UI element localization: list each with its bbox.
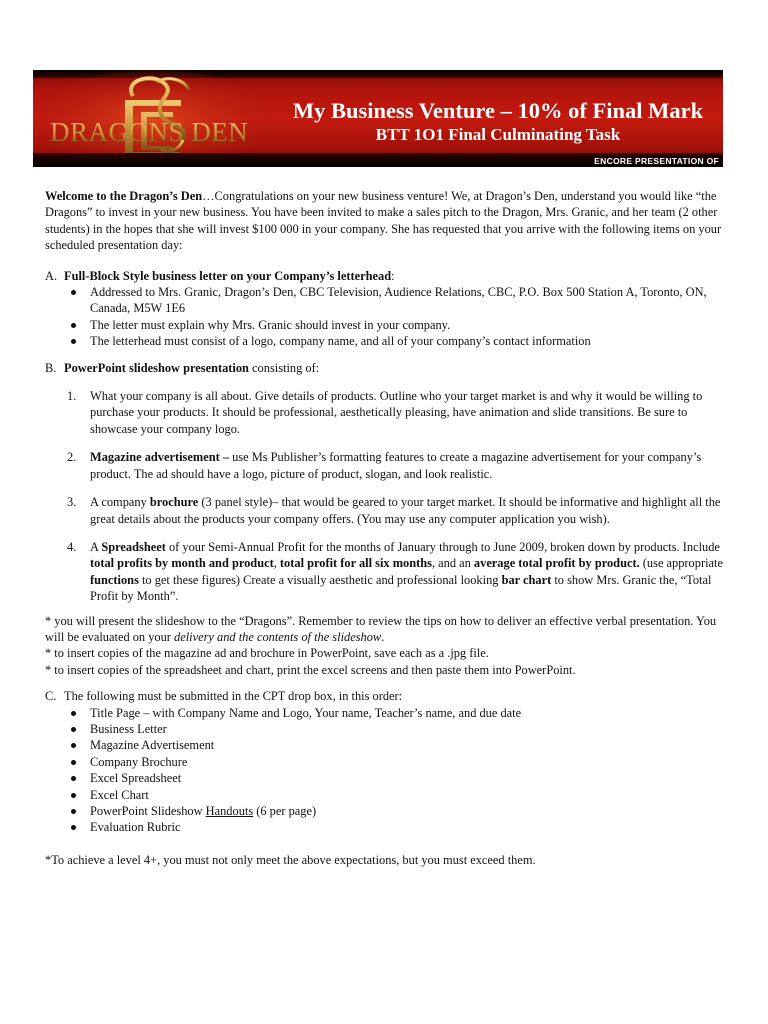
note-italic: delivery and the contents of the slideshow	[174, 629, 382, 644]
page-title: My Business Venture – 10% of Final Mark	[292, 98, 704, 123]
note-2: * to insert copies of the magazine ad and brochure in PowerPoint, save each as a .jpg file.	[45, 646, 489, 661]
section-c-title: The following must be submitted in the CPT drop box, in this order:	[64, 689, 403, 704]
section-b-letter: B.	[45, 360, 57, 375]
item-bold: total profits by month and product	[90, 556, 274, 571]
encore-label: ENCORE PRESENTATION OF	[594, 156, 719, 166]
section-b-list	[45, 388, 725, 604]
item-text: What your company is all about. Give details of products. Outline who your target market is and why it would be willing to purchase your products. It should be professional, aesthetically pleasing, have animation and slide transitions. Be sure to showcase your company logo.	[90, 389, 703, 436]
note-text: .	[381, 629, 385, 644]
item-bold: bar chart	[501, 572, 552, 587]
section-c-letter: C.	[45, 689, 57, 704]
list-item: Business Letter	[71, 721, 725, 737]
item-bold: Magazine advertisement –	[90, 450, 230, 465]
list-item	[71, 803, 725, 819]
item-bold: brochure	[149, 495, 199, 510]
section-c-heading	[45, 688, 725, 704]
section-c	[45, 688, 725, 836]
item-text: of your Semi-Annual Profit for the months of January through to June 2009, broken down by products. Include	[165, 539, 720, 554]
item-number: 1.	[67, 389, 77, 404]
item-number: 2.	[67, 450, 77, 465]
list-item: The letter must explain why Mrs. Granic should invest in your company.	[71, 317, 725, 333]
section-a	[45, 268, 725, 350]
section-a-suffix: :	[391, 268, 395, 283]
note-1	[45, 613, 725, 646]
document-body	[45, 188, 725, 868]
section-b-title: PowerPoint slideshow presentation	[64, 360, 249, 375]
section-b-heading	[45, 360, 725, 376]
item-text: (use appropriate	[639, 556, 723, 571]
item-text: to show Mrs. Granic the, “Total Profit by Month”.	[90, 572, 712, 604]
section-c-list	[45, 705, 725, 836]
section-a-letter: A.	[45, 268, 58, 283]
list-item	[67, 539, 725, 605]
note-text: * you will present the slideshow to the “Dragons”. Remember to review the tips on how to deliver an effective verbal presentation. You will be evaluated on your	[45, 613, 717, 644]
item-text: (6 per page)	[253, 804, 317, 818]
page-subtitle: BTT 1O1 Final Culminating Task	[375, 125, 621, 144]
section-b	[45, 360, 725, 605]
item-text: use Ms Publisher’s formatting features to create a magazine advertisement for your company’s product. The ad should have a logo, picture of product, slogan, and look realistic.	[90, 450, 702, 481]
list-item: Addressed to Mrs. Granic, Dragon’s Den, CBC Television, Audience Relations, CBC, P.O. Box 500 Station A, Toronto, ON, Canada, M5W 1E6	[71, 284, 725, 317]
list-item: Excel Spreadsheet	[71, 770, 725, 786]
level-4-note: *To achieve a level 4+, you must not only meet the above expectations, but you must exceed them.	[45, 852, 536, 867]
header-banner	[33, 70, 723, 167]
item-bold: Spreadsheet	[101, 539, 166, 554]
intro-text: …Congratulations on your new business venture! We, at Dragon’s Den, understand you would like “the Dragons” to invest in your new business. You have been invited to make a sales pitch to the Dragon, Mrs. Granic, and her team (2 other students) in the hopes that she will invest $100 000 in your company. She has requested that you arrive with the following items on your scheduled presentation day:	[45, 189, 722, 253]
list-item	[67, 494, 725, 527]
list-item	[67, 388, 725, 437]
section-a-title: Full-Block Style business letter on your Company’s letterhead	[64, 268, 392, 283]
section-a-heading	[45, 268, 725, 284]
list-item	[67, 449, 725, 482]
item-bold: total profit for all six months	[279, 556, 432, 571]
item-text: (3 panel style)– that would be geared to your target market. It should be informative and highlight all the great details about the products your company offers. (You may use any computer application you wish).	[90, 495, 721, 526]
item-bold: functions	[90, 572, 139, 587]
list-item: Evaluation Rubric	[71, 819, 725, 835]
item-underlined: Handouts	[205, 804, 254, 818]
list-item: Title Page – with Company Name and Logo, Your name, Teacher’s name, and due date	[71, 705, 725, 721]
item-text: to get these figures) Create a visually aesthetic and professional looking	[138, 572, 502, 587]
section-b-suffix: consisting of:	[248, 360, 320, 375]
list-item: Company Brochure	[71, 754, 725, 770]
note-3: * to insert copies of the spreadsheet and chart, print the excel screens and then paste them into PowerPoint.	[45, 662, 576, 677]
item-text: A company	[90, 495, 150, 510]
item-text: ,	[273, 556, 280, 571]
item-bold: average total profit by product.	[473, 556, 640, 571]
item-number: 3.	[67, 495, 77, 510]
item-number: 4.	[67, 539, 77, 554]
section-a-list	[45, 284, 725, 350]
intro-lead: Welcome to the Dragon’s Den	[45, 189, 203, 203]
svg-text:DRAGONS DEN: DRAGONS DEN	[50, 117, 249, 147]
list-item: Magazine Advertisement	[71, 737, 725, 753]
intro-paragraph	[45, 188, 725, 254]
list-item: The letterhead must consist of a logo, company name, and all of your company’s contact information	[71, 333, 725, 349]
item-text: PowerPoint Slideshow	[90, 804, 206, 818]
item-text: A	[90, 539, 102, 554]
notes-block	[45, 613, 725, 679]
item-text: , and an	[431, 556, 474, 571]
list-item: Excel Chart	[71, 787, 725, 803]
